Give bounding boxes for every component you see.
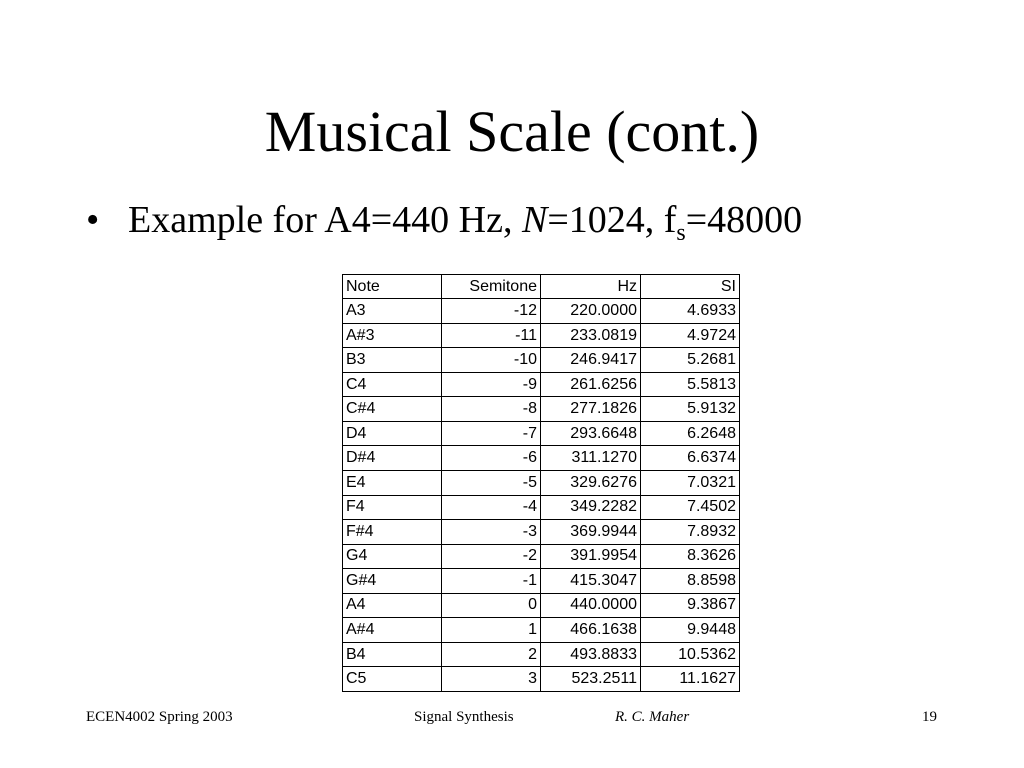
table-row (343, 593, 740, 618)
cell-note: D4 (343, 421, 442, 446)
cell-si: 7.8932 (641, 520, 740, 545)
scale-table-container (342, 274, 736, 692)
cell-semitone: -6 (442, 446, 541, 471)
cell-hz: 415.3047 (541, 569, 641, 594)
table-row (343, 372, 740, 397)
table-row (343, 495, 740, 520)
cell-hz: 493.8833 (541, 642, 641, 667)
cell-hz: 391.9954 (541, 544, 641, 569)
cell-semitone: -2 (442, 544, 541, 569)
cell-si: 7.0321 (641, 471, 740, 496)
cell-semitone: -12 (442, 299, 541, 324)
footer-course: ECEN4002 Spring 2003 (86, 709, 233, 725)
cell-note: C5 (343, 667, 442, 692)
cell-si: 9.9448 (641, 618, 740, 643)
cell-si: 7.4502 (641, 495, 740, 520)
table-row (343, 397, 740, 422)
cell-si: 11.1627 (641, 667, 740, 692)
table-row (343, 544, 740, 569)
cell-si: 9.3867 (641, 593, 740, 618)
cell-hz: 440.0000 (541, 593, 641, 618)
cell-hz: 293.6648 (541, 421, 641, 446)
cell-semitone: -9 (442, 372, 541, 397)
table-row (343, 618, 740, 643)
cell-semitone: -11 (442, 323, 541, 348)
cell-semitone: -3 (442, 520, 541, 545)
cell-hz: 329.6276 (541, 471, 641, 496)
cell-si: 5.2681 (641, 348, 740, 373)
bullet-marker: • (86, 199, 100, 241)
cell-si: 4.6933 (641, 299, 740, 324)
cell-semitone: 2 (442, 642, 541, 667)
fs-subscript: s (676, 220, 686, 246)
cell-note: B3 (343, 348, 442, 373)
cell-note: A#3 (343, 323, 442, 348)
cell-note: E4 (343, 471, 442, 496)
cell-si: 5.9132 (641, 397, 740, 422)
cell-hz: 220.0000 (541, 299, 641, 324)
cell-hz: 261.6256 (541, 372, 641, 397)
cell-note: A#4 (343, 618, 442, 643)
cell-semitone: 0 (442, 593, 541, 618)
cell-hz: 369.9944 (541, 520, 641, 545)
cell-hz: 523.2511 (541, 667, 641, 692)
header-note: Note (343, 275, 442, 299)
table-row (343, 569, 740, 594)
cell-si: 8.3626 (641, 544, 740, 569)
table-body (343, 299, 740, 692)
cell-hz: 277.1826 (541, 397, 641, 422)
cell-note: G4 (343, 544, 442, 569)
n-value: =1024, f (547, 199, 677, 241)
cell-semitone: -8 (442, 397, 541, 422)
fs-value: =48000 (685, 199, 803, 241)
cell-note: C#4 (343, 397, 442, 422)
cell-note: F4 (343, 495, 442, 520)
table-row (343, 446, 740, 471)
table-row (343, 299, 740, 324)
header-si: SI (641, 275, 740, 299)
cell-si: 6.6374 (641, 446, 740, 471)
cell-si: 5.5813 (641, 372, 740, 397)
header-semitone: Semitone (442, 275, 541, 299)
cell-hz: 233.0819 (541, 323, 641, 348)
cell-semitone: -7 (442, 421, 541, 446)
cell-note: G#4 (343, 569, 442, 594)
cell-hz: 349.2282 (541, 495, 641, 520)
cell-si: 4.9724 (641, 323, 740, 348)
table-row (343, 471, 740, 496)
cell-hz: 246.9417 (541, 348, 641, 373)
table-row (343, 348, 740, 373)
n-symbol: N (521, 199, 548, 241)
page-number: 19 (922, 709, 937, 725)
footer-topic: Signal Synthesis (414, 709, 514, 725)
footer-author: R. C. Maher (615, 709, 690, 725)
bullet-prefix: Example for A4=440 Hz, (128, 199, 522, 241)
table-row (343, 323, 740, 348)
table-row (343, 520, 740, 545)
slide-title: Musical Scale (cont.) (264, 99, 760, 164)
cell-semitone: 3 (442, 667, 541, 692)
table-row (343, 667, 740, 692)
table-row (343, 642, 740, 667)
example-bullet (86, 198, 802, 244)
cell-note: A4 (343, 593, 442, 618)
musical-scale-table (342, 274, 740, 692)
cell-semitone: -10 (442, 348, 541, 373)
cell-semitone: 1 (442, 618, 541, 643)
cell-semitone: -5 (442, 471, 541, 496)
table-row (343, 421, 740, 446)
cell-si: 6.2648 (641, 421, 740, 446)
header-hz: Hz (541, 275, 641, 299)
cell-note: A3 (343, 299, 442, 324)
table-header-row (343, 275, 740, 299)
cell-si: 8.8598 (641, 569, 740, 594)
cell-note: F#4 (343, 520, 442, 545)
cell-note: D#4 (343, 446, 442, 471)
cell-semitone: -4 (442, 495, 541, 520)
cell-hz: 311.1270 (541, 446, 641, 471)
cell-note: B4 (343, 642, 442, 667)
cell-semitone: -1 (442, 569, 541, 594)
cell-si: 10.5362 (641, 642, 740, 667)
cell-note: C4 (343, 372, 442, 397)
cell-hz: 466.1638 (541, 618, 641, 643)
